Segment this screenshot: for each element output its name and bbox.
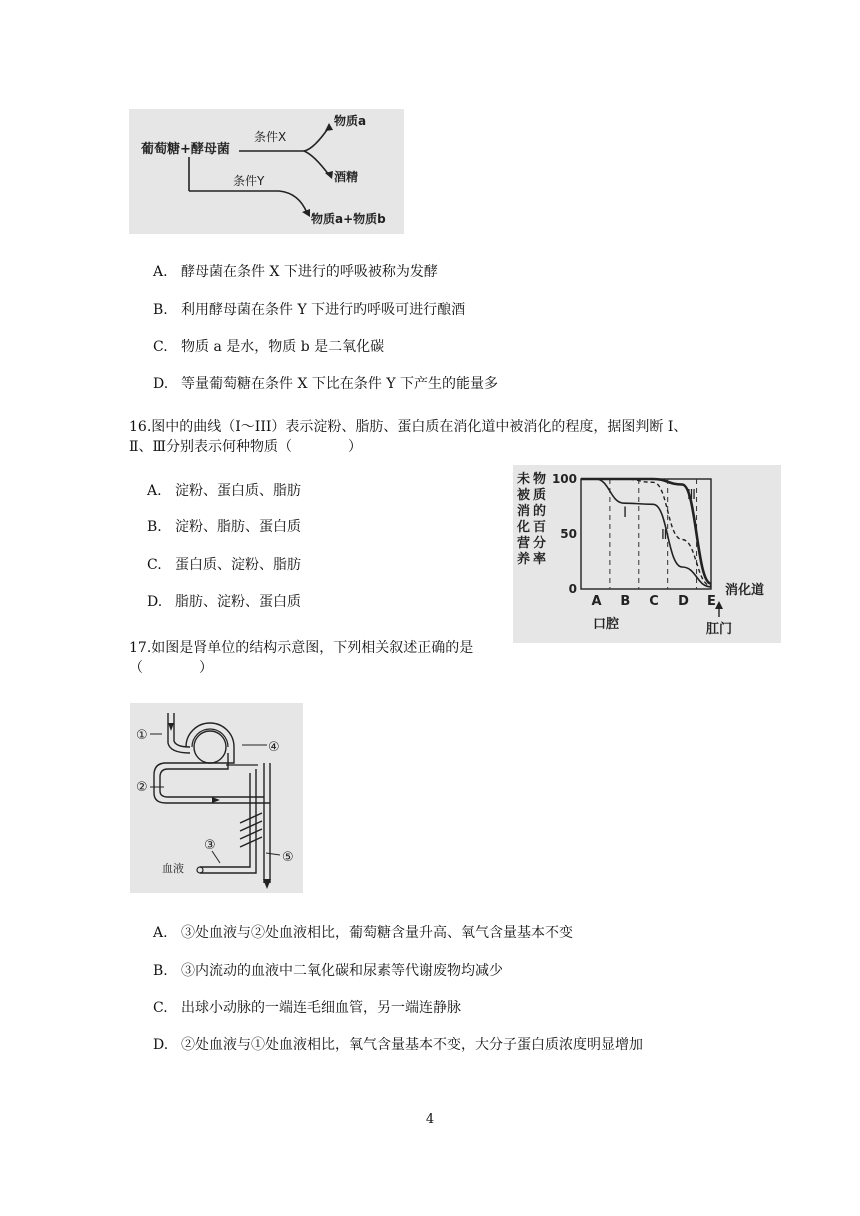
option-text: 淀粉、蛋白质、脂肪 <box>175 483 301 499</box>
series-label-iii: Ⅲ <box>687 488 696 503</box>
capillary-inner <box>200 769 256 873</box>
y-tick-label: 50 <box>560 527 577 541</box>
option-text: 淀粉、脂肪、蛋白质 <box>175 519 301 535</box>
option-label: C. <box>153 1000 168 1016</box>
yeast-cond-y: 条件Y <box>233 174 265 188</box>
page-number: 4 <box>425 1112 435 1127</box>
anus-arrowhead <box>715 601 723 609</box>
q15-option-b <box>153 300 465 320</box>
glomerulus <box>194 731 226 763</box>
q16-stem-line2: Ⅱ、Ⅲ分别表示何种物质（ ） <box>129 439 363 455</box>
q16-option-a <box>147 481 301 501</box>
x-tick-label: C <box>649 594 659 609</box>
label-2: ② <box>136 780 148 795</box>
q17-option-b <box>153 961 503 981</box>
ylabel-char: 未 <box>517 472 531 487</box>
yeast-down-arrow <box>304 151 329 175</box>
x-tick-label: B <box>620 594 631 609</box>
capillary-hatch-1 <box>240 813 262 823</box>
label-4: ④ <box>268 740 280 755</box>
ylabel-char: 被 <box>517 488 531 503</box>
label-3: ③ <box>204 838 216 853</box>
option-text: 利用酵母菌在条件 Y 下进行旳呼吸可进行酿酒 <box>181 302 466 318</box>
option-text: 酵母菌在条件 X 下进行的呼吸被称为发酵 <box>181 264 438 280</box>
q17-option-a <box>153 923 573 943</box>
afferent-arteriole-inner <box>174 713 190 747</box>
q15-option-c <box>153 337 384 357</box>
pointer-3 <box>212 851 220 863</box>
chart-xlabel: 消化道 <box>725 583 765 598</box>
q17-stem-line1: 17.如图是肾单位的结构示意图，下列相关叙述正确的是 <box>129 640 474 656</box>
q15-option-d <box>153 374 498 394</box>
ylabel-char: 养 <box>517 552 531 567</box>
q15-option-a <box>153 262 438 282</box>
yeast-y-arrow <box>189 191 307 213</box>
option-text: 出球小动脉的一端连毛细血管，另一端连静脉 <box>181 1000 461 1016</box>
option-text: 等量葡萄糖在条件 X 下比在条件 Y 下产生的能量多 <box>181 376 499 392</box>
capillary-hatch-2 <box>240 821 262 831</box>
option-label: A. <box>153 264 168 280</box>
capillary-hatch-4 <box>240 837 262 847</box>
nephron-figure <box>130 703 303 893</box>
q16-option-b <box>147 517 301 537</box>
yeast-up-arrowhead <box>325 123 333 131</box>
option-text: ②处血液与①处血液相比，氧气含量基本不变，大分子蛋白质浓度明显增加 <box>181 1037 643 1053</box>
yeast-respiration-figure <box>129 109 404 234</box>
ylabel-char: 消 <box>517 504 531 519</box>
blood-outlet <box>197 867 203 873</box>
x-tick-label: A <box>591 594 602 609</box>
nephron-svg <box>130 703 303 893</box>
ylabel-char: 的 <box>533 504 547 519</box>
y-tick-label: 100 <box>551 472 577 486</box>
ylabel-char: 物 <box>533 472 547 487</box>
x-tick-label: E <box>707 594 716 609</box>
option-label: B. <box>147 519 162 535</box>
collecting-duct-arrow <box>263 879 271 889</box>
q17-stem-line2: （ ） <box>129 660 213 676</box>
option-label: D. <box>153 1037 169 1053</box>
label-blood: 血液 <box>162 862 184 875</box>
option-label: D. <box>153 376 169 392</box>
renal-tubule-outer <box>154 747 270 803</box>
tubule-flow-arrow <box>212 797 220 803</box>
ylabel-char: 营 <box>517 536 531 551</box>
ylabel-char: 分 <box>533 536 547 551</box>
option-label: C. <box>153 339 168 355</box>
option-label: A. <box>153 925 168 941</box>
yeast-product-a: 物质a <box>334 114 367 128</box>
label-1: ① <box>136 728 148 743</box>
renal-tubule-inner <box>160 753 264 797</box>
option-label: A. <box>147 483 162 499</box>
capillary-hatch-3 <box>240 829 262 839</box>
q16-option-d <box>147 592 301 612</box>
yeast-products-ab: 物质a+物质b <box>311 212 386 226</box>
afferent-flow-arrow <box>168 723 174 731</box>
q16-option-c <box>147 555 301 575</box>
label-5: ⑤ <box>282 850 294 865</box>
option-text: ③处血液与②处血液相比，葡萄糖含量升高、氧气含量基本不变 <box>181 925 573 941</box>
yeast-diagram-svg <box>129 109 404 234</box>
yeast-alcohol: 酒精 <box>334 170 359 184</box>
label-mouth: 口腔 <box>593 617 620 632</box>
digestion-chart-svg <box>513 465 781 643</box>
ylabel-char: 百 <box>533 520 547 535</box>
option-text: 蛋白质、淀粉、脂肪 <box>175 557 301 573</box>
q17-option-c <box>153 998 461 1018</box>
bowman-capsule-outer <box>186 723 234 747</box>
q16-stem-line1: 16.图中的曲线（I～III）表示淀粉、脂肪、蛋白质在消化道中被消化的程度，据图判断 I、 <box>129 419 688 435</box>
option-text: ③内流动的血液中二氧化碳和尿素等代谢废物均减少 <box>181 963 503 979</box>
x-tick-label: D <box>678 594 689 609</box>
option-label: D. <box>147 594 163 610</box>
series-label-ii: Ⅱ <box>661 528 668 543</box>
pointer-5 <box>266 853 280 855</box>
y-tick-label: 0 <box>568 582 577 596</box>
option-text: 脂肪、淀粉、蛋白质 <box>175 594 301 610</box>
series-label-i: I <box>623 505 628 521</box>
chart-ylabel <box>516 471 546 567</box>
ylabel-char: 率 <box>533 552 547 567</box>
q17-option-d <box>153 1035 643 1055</box>
label-anus: 肛门 <box>706 622 733 637</box>
yeast-cond-x: 条件X <box>254 130 287 144</box>
ylabel-char: 化 <box>517 520 531 535</box>
yeast-reactant-label: 葡萄糖+酵母菌 <box>141 142 230 157</box>
option-text: 物质 a 是水，物质 b 是二氧化碳 <box>181 339 385 355</box>
digestion-chart-figure <box>513 465 781 643</box>
ylabel-char: 质 <box>533 488 547 503</box>
option-label: B. <box>153 302 168 318</box>
option-label: B. <box>153 963 168 979</box>
option-label: C. <box>147 557 162 573</box>
